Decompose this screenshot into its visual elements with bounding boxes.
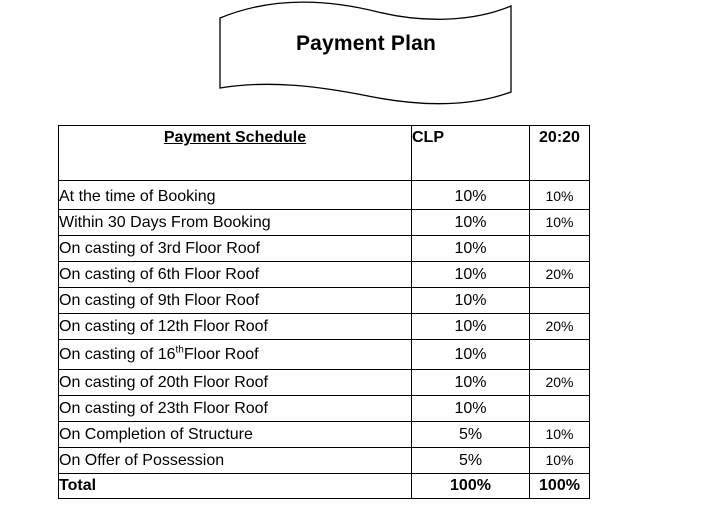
row-label-suffix: Floor Roof (183, 346, 259, 363)
row-label (59, 340, 412, 370)
row-clp-value: 10% (412, 288, 530, 314)
row-label: On casting of 3rd Floor Roof (59, 236, 412, 262)
row-label: On Offer of Possession (59, 448, 412, 474)
table-row (59, 262, 590, 288)
row-2020-value (530, 236, 590, 262)
header-clp: CLP (412, 126, 530, 181)
row-2020-value (530, 340, 590, 370)
total-clp-value: 100% (412, 474, 530, 499)
row-2020-value: 20% (530, 262, 590, 288)
table-row (59, 370, 590, 396)
header-20-20: 20:20 (530, 126, 590, 181)
row-clp-value: 5% (412, 422, 530, 448)
row-2020-value: 20% (530, 370, 590, 396)
row-2020-value: 10% (530, 181, 590, 210)
table-row (59, 288, 590, 314)
table-row (59, 236, 590, 262)
total-2020-value: 100% (530, 474, 590, 499)
table-row (59, 448, 590, 474)
row-2020-value: 10% (530, 448, 590, 474)
row-2020-value: 10% (530, 210, 590, 236)
table-row (59, 396, 590, 422)
row-label-superscript: th (175, 344, 184, 356)
table-total-row (59, 474, 590, 499)
row-clp-value: 10% (412, 262, 530, 288)
row-label: On casting of 9th Floor Roof (59, 288, 412, 314)
row-clp-value: 10% (412, 210, 530, 236)
row-label: On casting of 20th Floor Roof (59, 370, 412, 396)
row-clp-value: 10% (412, 396, 530, 422)
row-label: On casting of 6th Floor Roof (59, 262, 412, 288)
row-2020-value: 10% (530, 422, 590, 448)
table-row (59, 181, 590, 210)
header-payment-schedule: Payment Schedule (59, 126, 412, 181)
payment-plan-banner (218, 0, 514, 106)
row-2020-value (530, 288, 590, 314)
row-clp-value: 10% (412, 236, 530, 262)
table-row (59, 314, 590, 340)
row-2020-value (530, 396, 590, 422)
table-row (59, 340, 590, 370)
row-2020-value: 20% (530, 314, 590, 340)
row-label-prefix: On casting of 16 (59, 346, 176, 363)
row-label: At the time of Booking (59, 181, 412, 210)
row-clp-value: 5% (412, 448, 530, 474)
row-clp-value: 10% (412, 314, 530, 340)
total-label: Total (59, 474, 412, 499)
row-label: On casting of 23th Floor Roof (59, 396, 412, 422)
row-clp-value: 10% (412, 370, 530, 396)
row-label: On casting of 12th Floor Roof (59, 314, 412, 340)
page-title: Payment Plan (295, 32, 437, 55)
row-clp-value: 10% (412, 181, 530, 210)
row-label: On Completion of Structure (59, 422, 412, 448)
table-header-row (59, 126, 590, 181)
row-label: Within 30 Days From Booking (59, 210, 412, 236)
table-row (59, 422, 590, 448)
payment-schedule-table (58, 125, 590, 499)
row-clp-value: 10% (412, 340, 530, 370)
table-row (59, 210, 590, 236)
